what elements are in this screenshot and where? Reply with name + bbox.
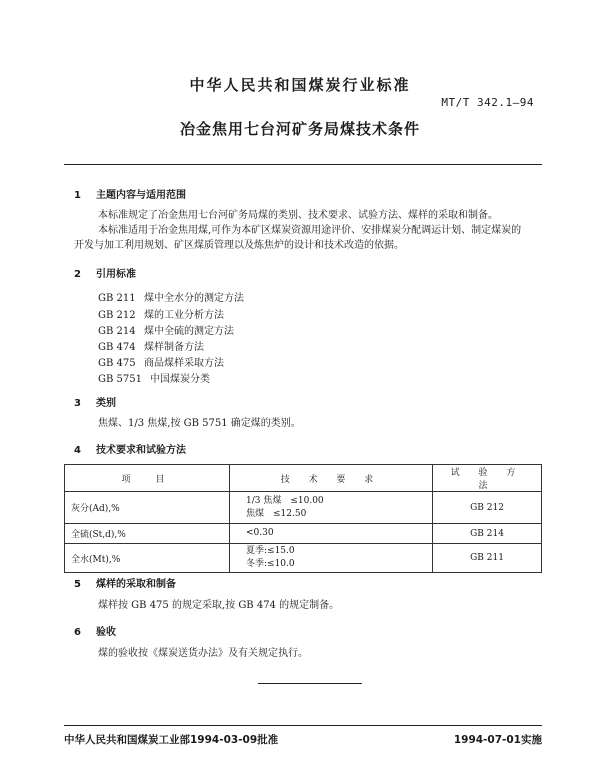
section-title: 类别 <box>96 398 116 409</box>
section-1-paragraph-1: 本标准规定了冶金焦用七台河矿务局煤的类别、技术要求、试验方法、煤样的采取和制备。 <box>98 210 498 221</box>
requirements-cell <box>230 492 433 524</box>
header-requirements: 技 术 要 求 <box>230 465 433 492</box>
table-row <box>65 524 542 544</box>
item-cell: 全硫(St,d),% <box>65 524 230 544</box>
header-item: 项 目 <box>65 465 230 492</box>
reference-code: GB 475 <box>98 358 136 369</box>
section-3-paragraph: 焦煤、1/3 焦煤,按 GB 5751 确定煤的类别。 <box>98 418 301 429</box>
section-number: 4 <box>74 445 81 456</box>
reference-name: 商品煤样采取方法 <box>144 358 224 369</box>
end-rule <box>258 683 362 684</box>
reference-code: GB 5751 <box>98 374 142 385</box>
reference-name: 煤样制备方法 <box>144 342 204 353</box>
reference-code: GB 474 <box>98 342 136 353</box>
requirements-cell <box>230 524 433 544</box>
section-title: 验收 <box>96 627 116 638</box>
section-6-paragraph: 煤的验收按《煤炭送货办法》及有关规定执行。 <box>98 648 308 659</box>
section-number: 5 <box>74 579 81 590</box>
section-number: 1 <box>74 190 81 201</box>
section-5-paragraph: 煤样按 GB 475 的规定采取,按 GB 474 的规定制备。 <box>98 600 340 611</box>
section-4-heading <box>74 441 186 456</box>
table-header-row <box>65 465 542 492</box>
method-cell: GB 211 <box>433 544 542 573</box>
standard-code: MT/T 342.1—94 <box>441 96 534 109</box>
section-number: 2 <box>74 269 81 280</box>
standard-category: 中华人民共和国煤炭行业标准 <box>189 76 411 94</box>
section-number: 6 <box>74 627 81 638</box>
reference-name: 煤中全水分的测定方法 <box>144 293 244 304</box>
section-1-paragraph-2-line-2: 开发与加工利用规划、矿区煤质管理以及炼焦炉的设计和技术改造的依据。 <box>74 240 404 251</box>
document-title: 冶金焦用七台河矿务局煤技术条件 <box>179 120 420 138</box>
section-1-paragraph-2-line-1: 本标准适用于冶金焦用煤,可作为本矿区煤炭资源用途评价、安排煤炭分配调运计划、制定煤炭的 <box>98 225 522 236</box>
reference-item <box>98 289 244 304</box>
section-3-heading <box>74 394 116 409</box>
reference-item <box>98 306 224 321</box>
header-rule <box>64 164 542 165</box>
section-1-heading <box>74 186 186 201</box>
section-title: 引用标准 <box>96 269 136 280</box>
method-cell: GB 212 <box>433 492 542 524</box>
table-row <box>65 544 542 573</box>
requirement-line: <0.30 <box>246 528 274 538</box>
section-title: 主题内容与适用范围 <box>96 190 186 201</box>
section-title: 技术要求和试验方法 <box>96 445 186 456</box>
section-title: 煤样的采取和制备 <box>96 579 176 590</box>
reference-item <box>98 338 204 353</box>
item-cell: 全水(Mt),% <box>65 544 230 573</box>
method-cell: GB 214 <box>433 524 542 544</box>
section-6-heading <box>74 623 116 638</box>
reference-item <box>98 370 210 385</box>
approval-text: 中华人民共和国煤炭工业部1994-03-09批准 <box>64 734 279 746</box>
reference-name: 中国煤炭分类 <box>150 374 210 385</box>
requirement-line: 夏季:≤15.0 <box>246 546 295 556</box>
reference-code: GB 211 <box>98 293 136 304</box>
implementation-date: 1994-07-01实施 <box>453 734 542 746</box>
requirements-cell <box>230 544 433 573</box>
reference-code: GB 212 <box>98 310 136 321</box>
section-2-heading <box>74 265 136 280</box>
section-5-heading <box>74 575 176 590</box>
reference-item <box>98 322 234 337</box>
technical-requirements-table <box>64 464 542 573</box>
header-method: 试 验 方 法 <box>433 465 542 492</box>
reference-name: 煤的工业分析方法 <box>144 310 224 321</box>
section-number: 3 <box>74 398 81 409</box>
requirement-line: 焦煤 ≤12.50 <box>246 508 307 519</box>
footer-rule <box>64 725 542 726</box>
requirement-line: 冬季:≤10.0 <box>246 559 295 569</box>
requirement-line: 1/3 焦煤 ≤10.00 <box>246 495 324 506</box>
reference-name: 煤中全硫的测定方法 <box>144 326 234 337</box>
reference-code: GB 214 <box>98 326 136 337</box>
table-row <box>65 492 542 524</box>
item-cell: 灰分(Ad),% <box>65 492 230 524</box>
reference-item <box>98 354 224 369</box>
